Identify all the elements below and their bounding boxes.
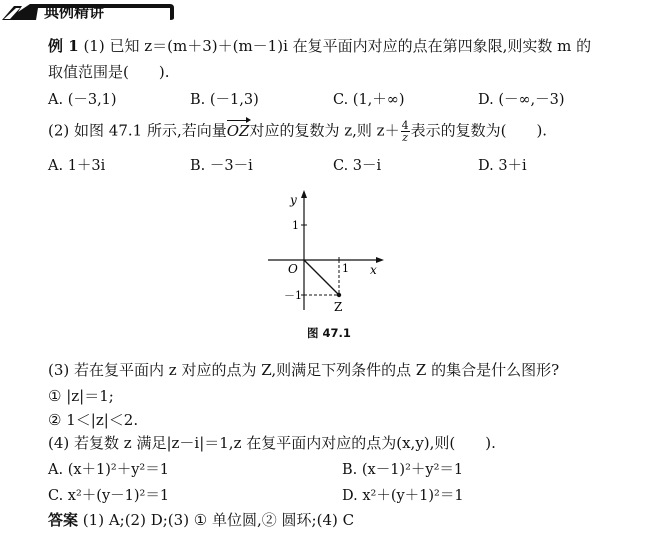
tick-label-y-neg1: －1 [284,289,302,302]
y-axis-label: y [290,193,297,207]
q2-text-part-1: (2) 如图 47.1 所示,若向量 [48,121,227,140]
q4-option-c: C. x²＋(y－1)²＝1 [48,488,170,504]
fraction-4-over-z [401,120,410,143]
vector-oz: OZ [226,121,250,140]
point-z [337,293,341,297]
tick-label-x-1: 1 [342,262,349,275]
q2-option-c: C. 3－i [333,158,382,174]
question-1-line-2: 取值范围是( ). [48,63,170,81]
answer-label: 答案 [48,511,79,529]
q3-item-2: ② 1＜|z|＜2. [48,411,139,429]
q1-option-d: D. (－∞,－3) [478,92,565,108]
question-1-text: (1) 已知 z＝(m＋3)＋(m－1)i 在复平面内对应的点在第四象限,则实数 m 的 [83,37,592,55]
origin-label: O [288,262,298,276]
q4-option-b: B. (x－1)²＋y²＝1 [342,462,464,478]
vector-oz-segment [304,260,339,295]
point-z-label: Z [334,300,343,314]
section-title: 典例精讲 [44,3,105,21]
q2-text-part-3: 表示的复数为( ). [410,121,548,140]
question-1-line-1 [48,36,591,56]
example-label: 例 1 [48,37,79,55]
x-axis-arrow [376,257,384,263]
figure-47-1 [262,188,392,318]
q4-option-d: D. x²＋(y＋1)²＝1 [342,488,464,504]
q2-option-a: A. 1＋3i [48,158,106,174]
x-axis-label: x [370,263,377,277]
question-2-line [48,120,547,143]
fraction-denominator: z [402,131,408,144]
q1-option-a: A. (－3,1) [48,92,117,108]
figure-caption: 图 47.1 [307,326,351,340]
y-axis-arrow [301,190,307,198]
question-3-line: (3) 若在复平面内 z 对应的点为 Z,则满足下列条件的点 Z 的集合是什么图形? [48,361,560,379]
q2-text-part-2: 对应的复数为 z,则 z＋ [249,121,400,140]
q2-option-d: D. 3＋i [478,158,527,174]
q2-option-b: B. －3－i [190,158,253,174]
fraction-numerator: 4 [401,119,409,132]
q1-option-c: C. (1,＋∞) [333,92,405,108]
q4-option-a: A. (x＋1)²＋y²＝1 [48,462,169,478]
answer-text: (1) A;(2) D;(3) ① 单位圆,② 圆环;(4) C [82,511,355,529]
tick-label-y-1: 1 [292,219,299,232]
q3-item-1: ① |z|＝1; [48,387,114,405]
answer-line [48,510,354,530]
q1-option-b: B. (－1,3) [190,92,259,108]
question-4-line: (4) 若复数 z 满足|z－i|＝1,z 在复平面内对应的点为(x,y),则( ). [48,434,496,452]
